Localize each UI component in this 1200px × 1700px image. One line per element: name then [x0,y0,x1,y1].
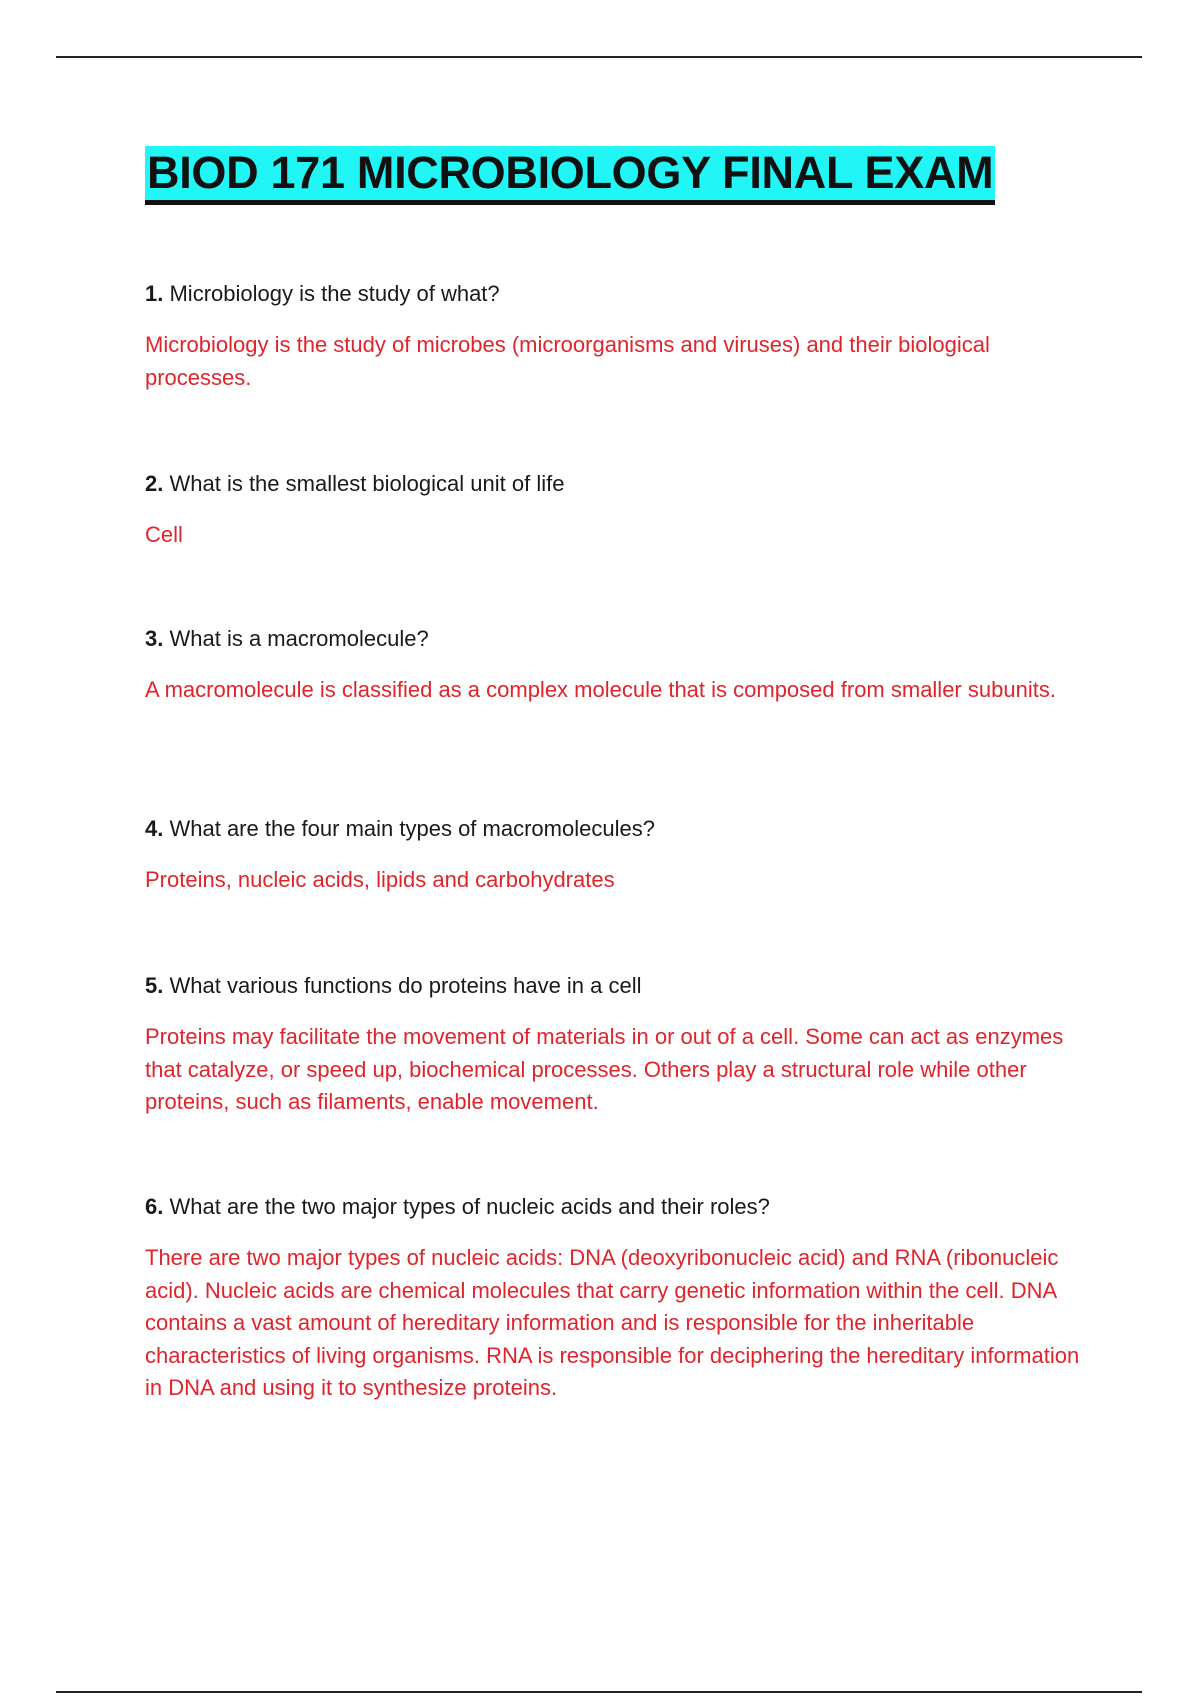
question-text: What various functions do proteins have in a cell [169,973,642,998]
title-block [145,146,995,205]
answer-1: Microbiology is the study of microbes (microorganisms and viruses) and their biological processes. [145,332,990,390]
question-3 [145,625,1095,653]
question-number: 1. [145,281,164,306]
qa-item-3 [145,625,1095,707]
question-text: Microbiology is the study of what? [169,281,500,306]
question-2 [145,470,1095,498]
top-divider [56,56,1142,58]
question-text: What is the smallest biological unit of life [169,471,565,496]
question-text: What are the four main types of macromolecules? [169,816,655,841]
question-1 [145,280,1095,308]
answer-4: Proteins, nucleic acids, lipids and carbohydrates [145,867,615,892]
answer-6: There are two major types of nucleic acids: DNA (deoxyribonucleic acid) and RNA (ribonucleic acid). Nucleic acids are chemical molecules that carry genetic information within the cell. DNA contains a vast amount of hereditary information and is responsible for the inheritable characteristics of living organisms. RNA is responsible for deciphering the hereditary information in DNA and using it to synthesize proteins. [145,1245,1080,1400]
question-6 [145,1193,1095,1221]
question-text: What is a macromolecule? [169,626,429,651]
question-text: What are the two major types of nucleic acids and their roles? [169,1194,770,1219]
question-number: 2. [145,471,164,496]
question-number: 3. [145,626,164,651]
question-number: 4. [145,816,164,841]
qa-item-1 [145,280,1095,394]
answer-5: Proteins may facilitate the movement of materials in or out of a cell. Some can act as enzymes that catalyze, or speed up, biochemical processes. Others play a structural role while other proteins, such as filaments, enable movement. [145,1024,1064,1114]
answer-2: Cell [145,522,183,547]
qa-item-5 [145,972,1095,1119]
qa-item-4 [145,815,1095,897]
question-5 [145,972,1095,1000]
qa-item-6 [145,1193,1095,1405]
qa-item-2 [145,470,1095,552]
question-4 [145,815,1095,843]
exam-title: BIOD 171 MICROBIOLOGY FINAL EXAM [145,146,995,205]
answer-3: A macromolecule is classified as a complex molecule that is composed from smaller subunits. [145,677,1056,702]
bottom-divider [56,1691,1142,1693]
question-number: 6. [145,1194,164,1219]
question-number: 5. [145,973,164,998]
